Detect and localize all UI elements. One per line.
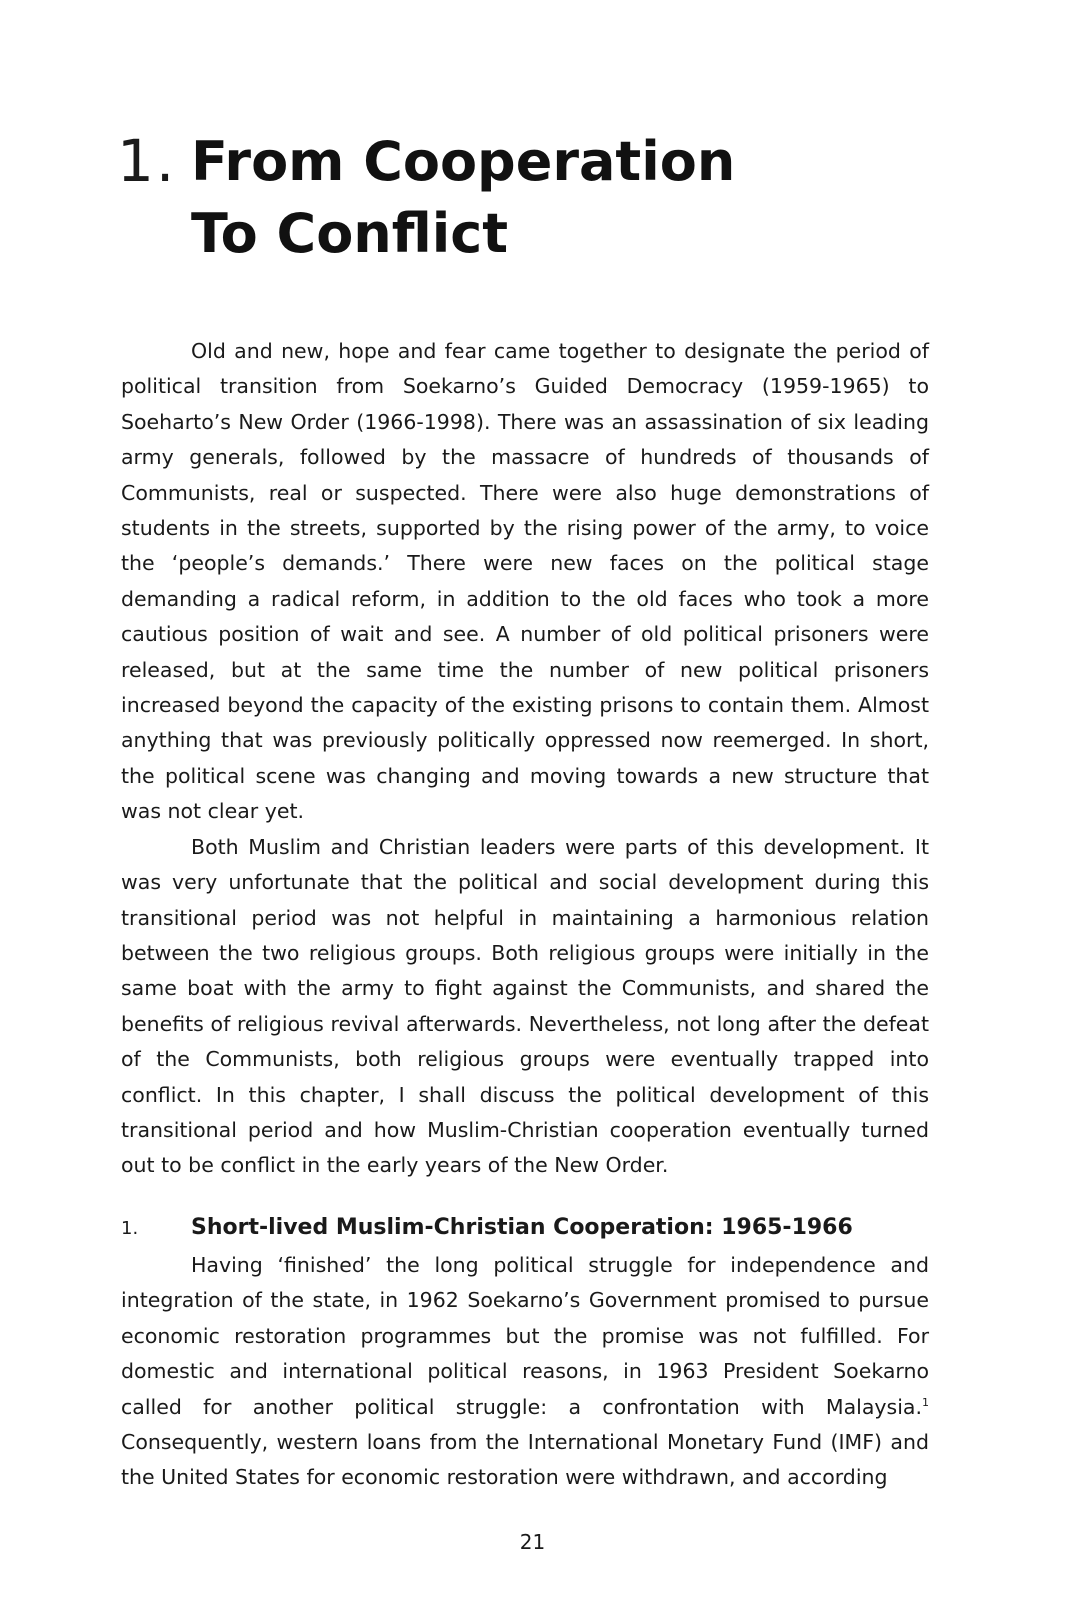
- page-number: 21: [519, 1530, 546, 1554]
- chapter-title-line-2: To Conflict: [191, 202, 509, 265]
- section-title: Short-lived Muslim-Christian Cooperation: 1965-1966: [191, 1215, 853, 1240]
- section-paragraph-1-part-1: Having ‘finished’ the long political struggle for independence and integration of the state, in 1962 Soekarno’s Government promised to pursue economic restoration programmes but the promise was not fulfilled. For domestic and international political reasons, in 1963 President Soekarno called for another political struggle: a confrontation with Malaysia.: [121, 1253, 929, 1419]
- section-heading: [121, 1212, 929, 1245]
- chapter-title: [191, 126, 951, 270]
- intro-paragraph-2: Both Muslim and Christian leaders were parts of this development. It was very unfortunate that the political and social development during this transitional period was not helpful in maintaining a harmonious relation between the two religious groups. Both religious groups were initially in the same boat with the army to fight against the Communists, and shared the benefits of religious revival afterwards. Nevertheless, not long after the defeat of the Communists, both religious groups were eventually trapped into conflict. In this chapter, I shall discuss the political development of this transitional period and how Muslim-Christian cooperation eventually turned out to be conflict in the early years of the New Order.: [121, 834, 929, 1178]
- chapter-title-line-1: From Cooperation: [191, 130, 736, 193]
- section-text: [121, 1248, 929, 1496]
- section-number: 1.: [121, 1218, 139, 1239]
- intro-paragraph-1: Old and new, hope and fear came together to designate the period of political transition from Soekarno’s Guided Democracy (1959-1965) to Soeharto’s New Order (1966-1998). There was an assassination of six leading army generals, followed by the massacre of hundreds of thousands of Communists, real or suspected. There were also huge demonstrations of students in the streets, supported by the rising power of the army, to voice the ‘people’s demands.’ There were new faces on the political stage demanding a radical reform, in addition to the old faces who took a more cautious position of wait and see. A number of old political prisoners were released, but at the same time the number of new political prisoners increased beyond the capacity of the existing prisons to contain them. Almost anything that was previously politically oppressed now reemerged. In short, the political scene was changing and moving towards a new structure that was not clear yet.: [121, 339, 929, 824]
- footnote-reference[interactable]: 1: [922, 1395, 929, 1409]
- section-paragraph-1: [121, 1248, 929, 1496]
- intro-text: [121, 334, 929, 1184]
- chapter-number: 1.: [117, 127, 177, 195]
- section-paragraph-1-part-2: Consequently, western loans from the International Monetary Fund (IMF) and the United States for economic restoration were withdrawn, and according: [121, 1430, 929, 1490]
